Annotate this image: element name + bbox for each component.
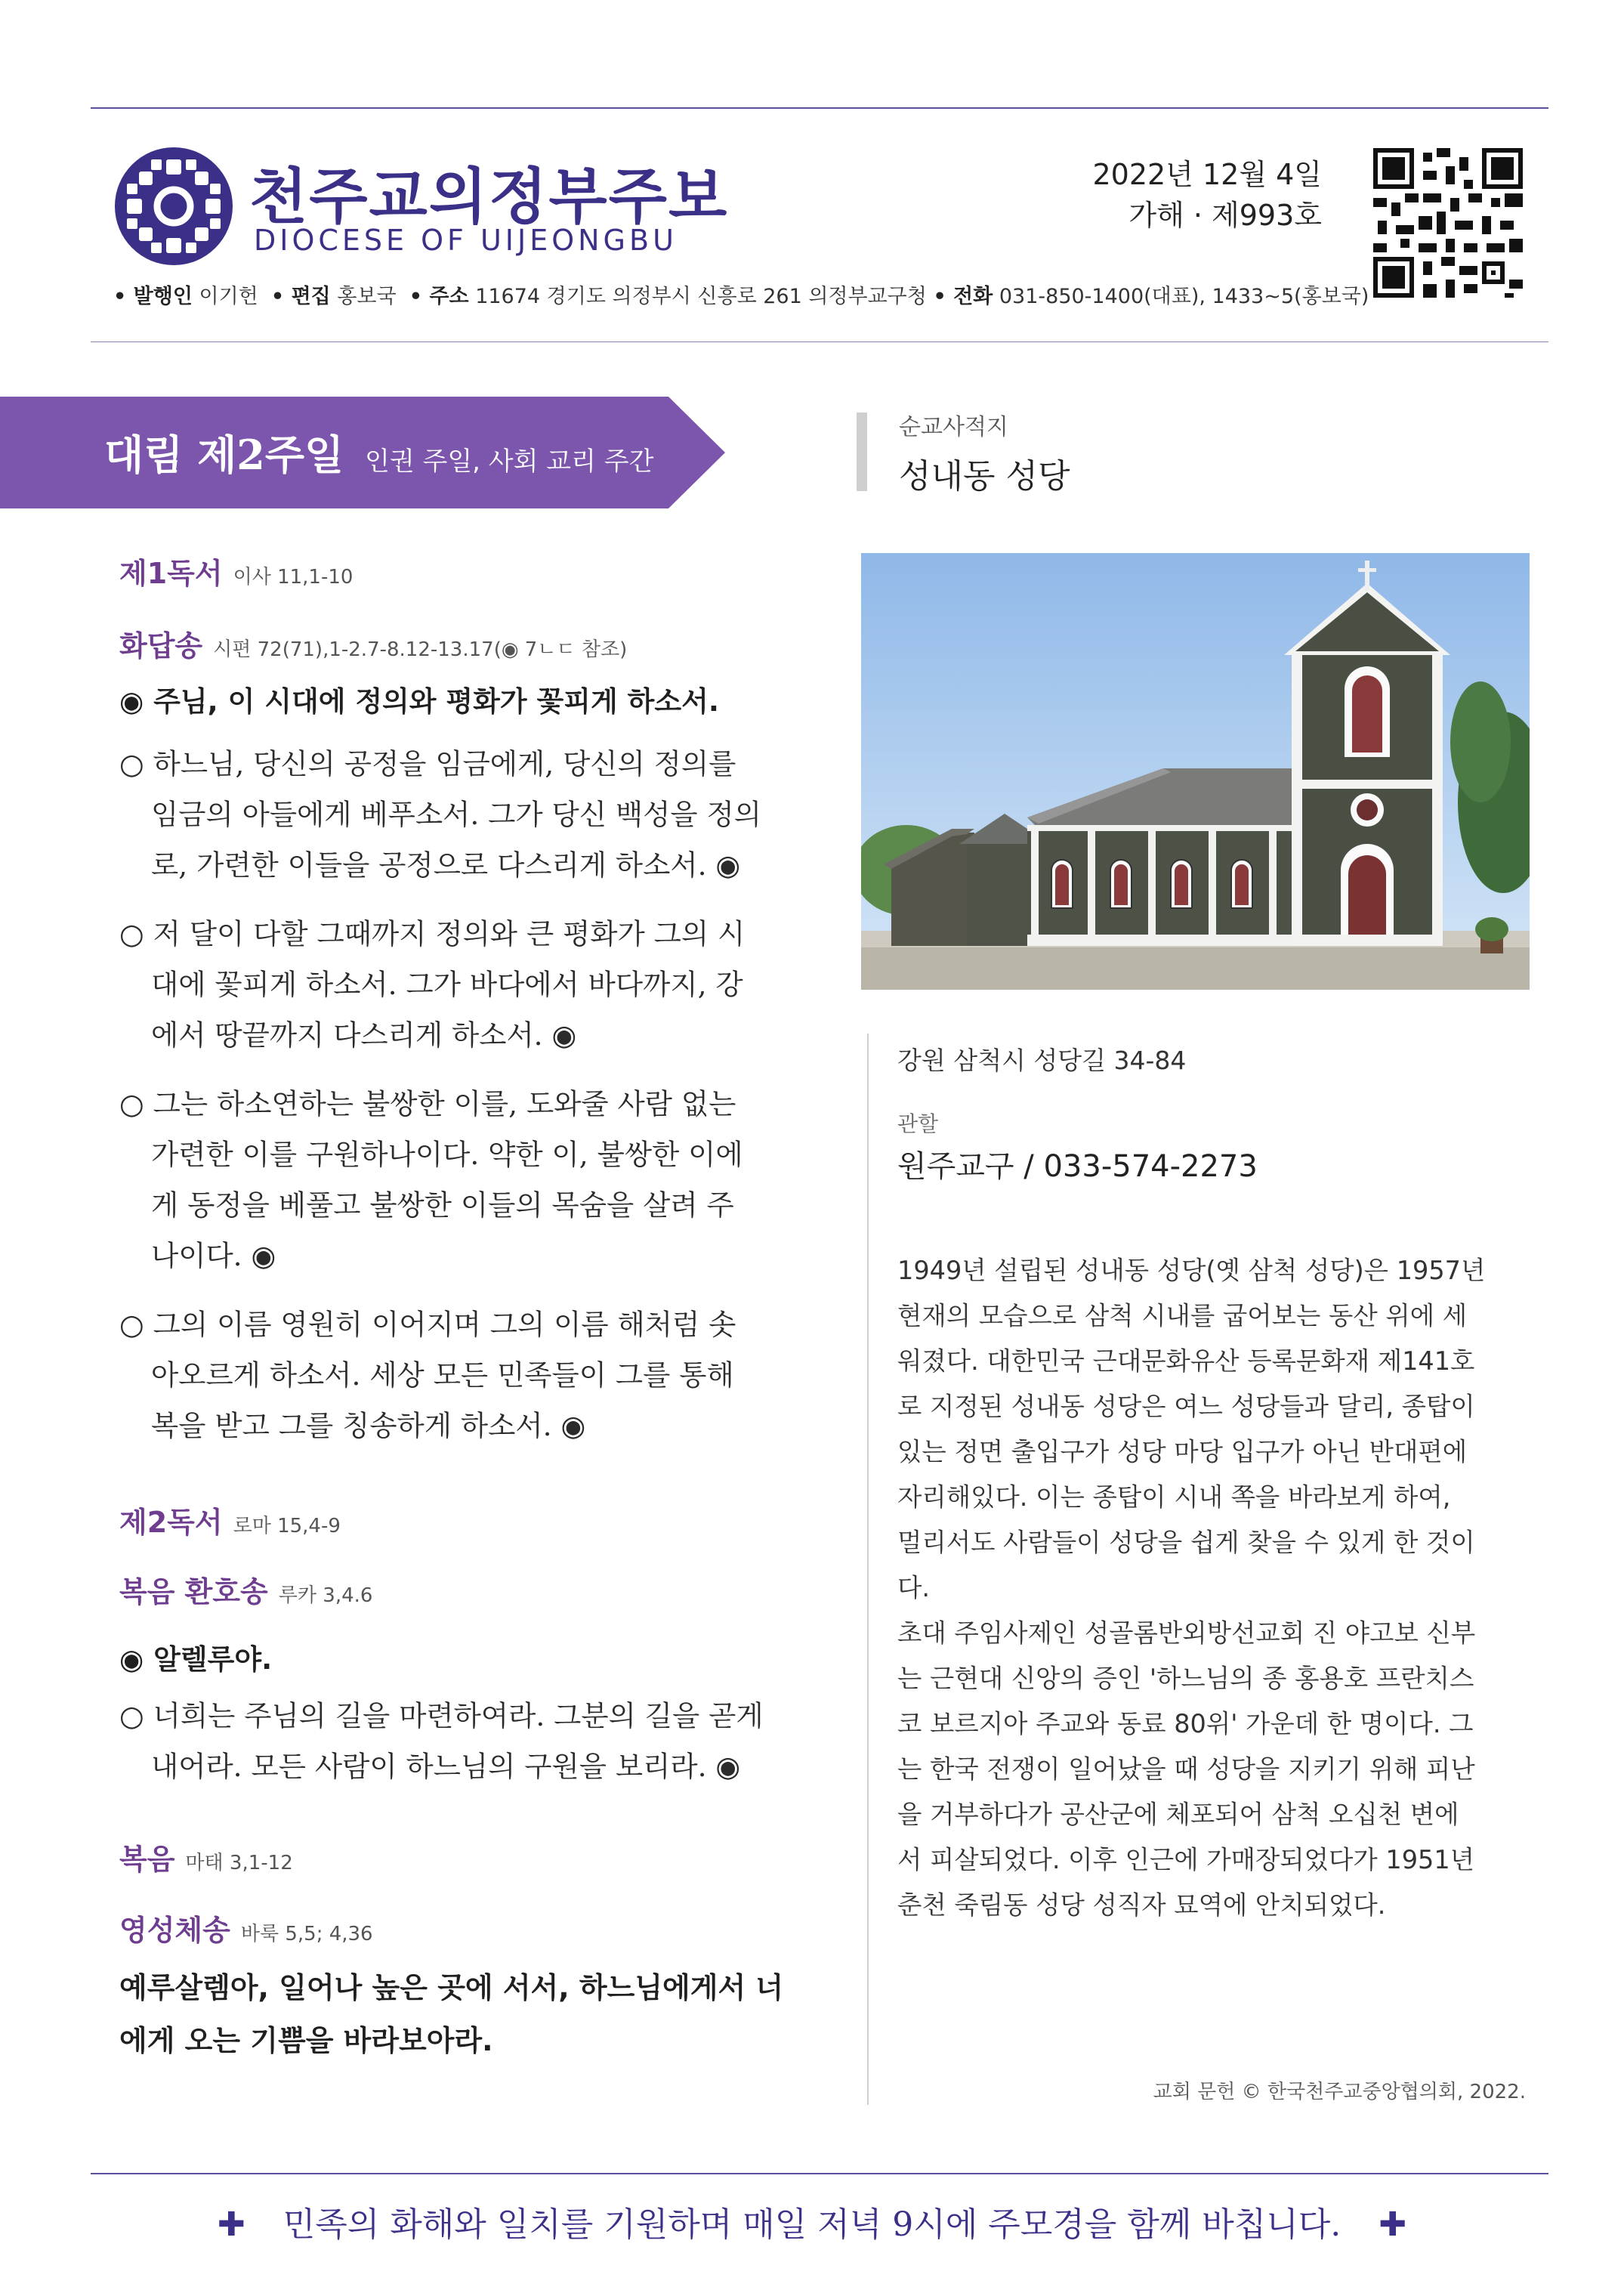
description-line: 있는 정면 출입구가 성당 마당 입구가 아닌 반대편에 (897, 1437, 1468, 1466)
communion-title: 영성체송 (119, 1914, 230, 1947)
verse-line: 대에 꽃피게 하소서. 그가 바다에서 바다까지, 강 (151, 968, 743, 1001)
description-line: 자리해있다. 이는 종탑이 시내 쪽을 바라보게 하여, (897, 1482, 1451, 1512)
psalm-verse (119, 1299, 822, 1451)
publication-subtitle: DIOCESE OF UIJEONGBU (254, 224, 678, 257)
communion-ref: 바룩 5,5; 4,36 (240, 1923, 373, 1945)
footer-prayer (0, 2197, 1624, 2245)
header-rule (91, 341, 1548, 342)
publisher-label: • 발행인 (113, 285, 193, 308)
gospel-ref: 마태 3,1-12 (185, 1852, 293, 1874)
verse-line: 복을 받고 그를 칭송하게 하소서. ◉ (151, 1409, 586, 1442)
site-description (897, 1248, 1532, 1928)
top-rule (91, 107, 1548, 109)
verse-line: ○ 저 달이 다할 그때까지 정의와 큰 평화가 그의 시 (119, 917, 746, 950)
copyright-note: 교회 문헌 © 한국천주교중앙협의회, 2022. (1153, 2081, 1526, 2103)
verse-line: 에서 땅끝까지 다스리게 하소서. ◉ (151, 1018, 577, 1052)
publication-title: 천주교의정부주보 (249, 162, 729, 232)
second-reading (119, 1499, 822, 1541)
description-line: 1949년 설립된 성내동 성당(옛 삼척 성당)은 1957년 (897, 1256, 1486, 1285)
acclamation-response: ◉ 알렐루야. (119, 1643, 273, 1676)
footer-text: 민족의 화해와 일치를 기원하며 매일 저녁 9시에 주모경을 함께 바칩니다. (283, 2205, 1341, 2244)
site-category: 순교사적지 (899, 414, 1008, 440)
psalm-verse (119, 909, 822, 1061)
verse-line: 내어라. 모든 사람이 하느님의 구원을 보리라. ◉ (151, 1750, 741, 1783)
site-name: 성내동 성당 (899, 457, 1070, 496)
verse-line: 가련한 이를 구원하나이다. 약한 이, 불쌍한 이에 (151, 1138, 743, 1171)
church-photo (861, 553, 1530, 990)
qr-code-icon[interactable] (1373, 148, 1523, 298)
description-line: 워졌다. 대한민국 근대문화유산 등록문화재 제141호 (897, 1346, 1475, 1376)
communion-text (119, 1961, 822, 2067)
gospel (119, 1836, 822, 1877)
gospel-title: 복음 (119, 1843, 175, 1876)
psalm-verses (119, 739, 822, 1451)
publication-info (113, 280, 1369, 309)
gospel-acclamation (119, 1568, 822, 1610)
column-divider (867, 1034, 869, 2105)
description-line: 을 거부하다가 공산군에 체포되어 삼척 오십천 변에 (897, 1800, 1459, 1829)
verse-line: ○ 하느님, 당신의 공정을 임금에게, 당신의 정의를 (119, 747, 736, 780)
sunday-title: 대림 제2주일 (104, 431, 344, 479)
communion-antiphon (119, 1907, 822, 1948)
phone-label: • 전화 (933, 285, 993, 308)
footer-rule (91, 2173, 1548, 2174)
description-line: 는 근현대 신앙의 증인 '하느님의 종 홍용호 프란치스 (897, 1664, 1474, 1693)
verse-line: 게 동정을 베풀고 불쌍한 이들의 목숨을 살려 주 (151, 1188, 734, 1222)
section-marker (857, 413, 867, 491)
verse-line: 아오르게 하소서. 세상 모든 민족들이 그를 통해 (151, 1358, 734, 1392)
psalm-ref: 시편 72(71),1-2.7-8.12-13.17(◉ 7ㄴㄷ 참조) (213, 638, 628, 661)
sunday-subtitle: 인권 주일, 사회 교리 주간 (365, 447, 654, 477)
first-reading-ref: 이사 11,1-10 (233, 566, 354, 589)
psalm-verse (119, 739, 822, 891)
description-line: 초대 주임사제인 성골롬반외방선교회 진 야고보 신부 (897, 1618, 1476, 1648)
second-reading-ref: 로마 15,4-9 (233, 1515, 341, 1537)
description-line: 멀리서도 사람들이 성당을 쉽게 찾을 수 있게 한 것이 (897, 1528, 1475, 1557)
description-line: 다. (897, 1573, 931, 1602)
editor-value: 홍보국 (337, 285, 397, 308)
cross-icon: ✚ (217, 2205, 245, 2244)
address-label: • 주소 (409, 285, 469, 308)
acclamation-verse (119, 1691, 822, 1792)
acclamation-ref: 루카 3,4.6 (278, 1584, 373, 1607)
verse-line: ○ 그는 하소연하는 불쌍한 이를, 도와줄 사람 없는 (119, 1087, 736, 1120)
communion-line: 예루살렘아, 일어나 높은 곳에 서서, 하느님에게서 너 (119, 1971, 784, 2004)
phone-value: 031-850-1400(대표), 1433~5(홍보국) (999, 285, 1369, 308)
second-reading-title: 제2독서 (119, 1506, 223, 1539)
description-line: 로 지정된 성내동 성당은 여느 성당들과 달리, 종탑이 (897, 1392, 1475, 1421)
description-line: 는 한국 전쟁이 일어났을 때 성당을 지키기 위해 피난 (897, 1754, 1475, 1784)
first-reading-title: 제1독서 (119, 557, 223, 590)
description-line: 서 피살되었다. 이후 인근에 가매장되었다가 1951년 (897, 1845, 1475, 1874)
description-line: 춘천 죽림동 성당 성직자 묘역에 안치되었다. (897, 1890, 1386, 1920)
site-address: 강원 삼척시 성당길 34-84 (897, 1046, 1187, 1075)
verse-line: 로, 가련한 이들을 공정으로 다스리게 하소서. ◉ (151, 848, 741, 882)
verse-line: ○ 그의 이름 영원히 이어지며 그의 이름 해처럼 솟 (119, 1308, 736, 1341)
address-value: 11674 경기도 의정부시 신흥로 261 의정부교구청 (475, 285, 927, 308)
publisher-value: 이기헌 (199, 285, 258, 308)
first-reading (119, 550, 822, 592)
description-line: 코 보르지아 주교와 동료 80위' 가운데 한 명이다. 그 (897, 1709, 1474, 1738)
psalm (119, 623, 822, 664)
psalm-response: ◉ 주님, 이 시대에 정의와 평화가 꽃피게 하소서. (119, 685, 719, 718)
issue-date: 2022년 12월 4일 (1092, 158, 1322, 191)
cross-icon: ✚ (1379, 2205, 1407, 2244)
jurisdiction-value: 원주교구 / 033-574-2273 (897, 1149, 1258, 1184)
issue-number: 가해 · 제993호 (1128, 199, 1322, 232)
psalm-verse (119, 1079, 822, 1281)
editor-label: • 편집 (270, 285, 331, 308)
verse-line: ○ 너희는 주님의 길을 마련하여라. 그분의 길을 곧게 (119, 1699, 764, 1732)
verse-line: 임금의 아들에게 베푸소서. 그가 당신 백성을 정의 (151, 798, 761, 831)
diocese-logo-icon (113, 146, 234, 267)
verse-line: 나이다. ◉ (151, 1239, 276, 1272)
acclamation-title: 복음 환호송 (119, 1575, 268, 1608)
description-line: 현재의 모습으로 삼척 시내를 굽어보는 동산 위에 세 (897, 1301, 1468, 1330)
jurisdiction-label: 관할 (897, 1111, 939, 1136)
psalm-title: 화답송 (119, 629, 203, 663)
communion-line: 에게 오는 기쁨을 바라보아라. (119, 2024, 493, 2057)
